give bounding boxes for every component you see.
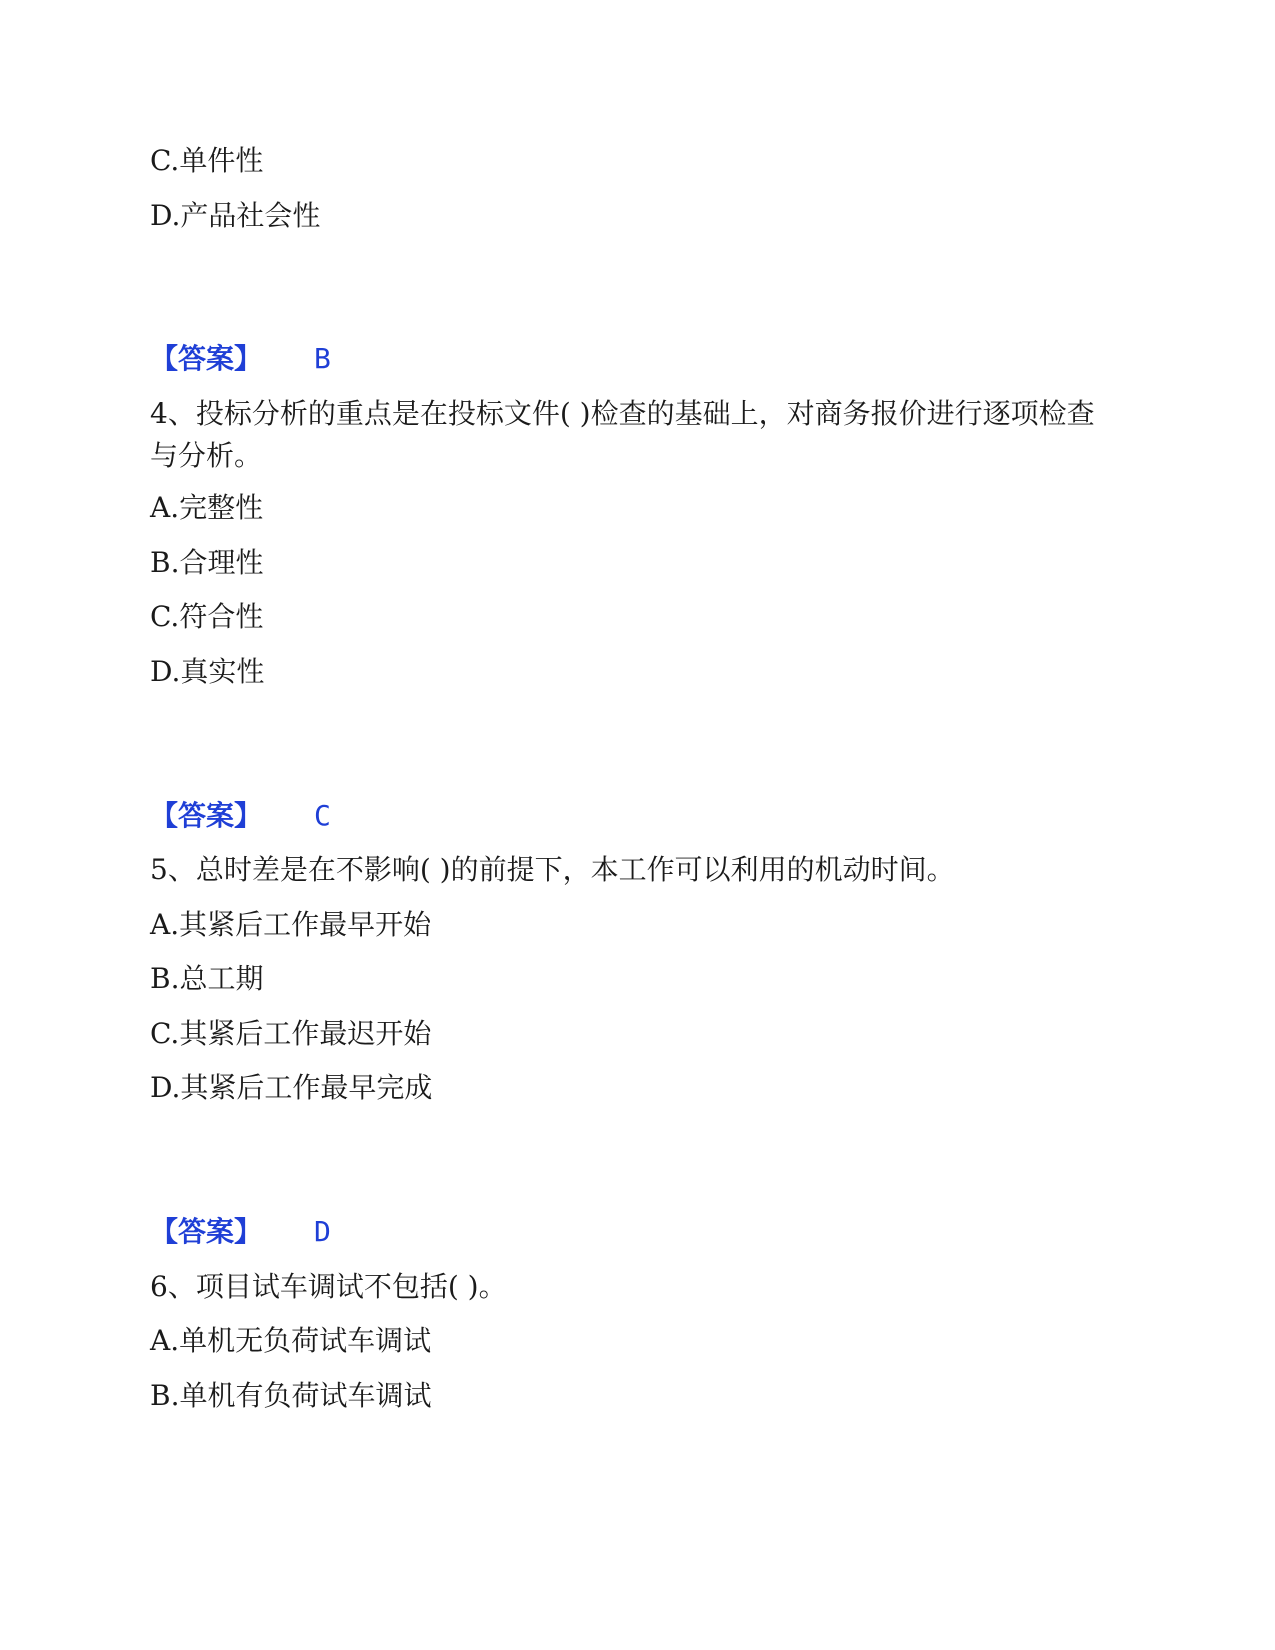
q6-option-a: A.单机无负荷试车调试 (150, 1324, 432, 1357)
q4-option-b: B.合理性 (150, 546, 264, 579)
q5-option-d: D.其紧后工作最早完成 (150, 1071, 433, 1104)
q3-answer (150, 338, 331, 380)
answer-value: C (314, 799, 331, 832)
q4-stem: 4、投标分析的重点是在投标文件( )检查的基础上，对商务报价进行逐项检查与分析。 (150, 397, 1095, 472)
q5-option-b: B.总工期 (150, 962, 264, 995)
q5-option-c: C.其紧后工作最迟开始 (150, 1017, 432, 1050)
q3-option-c: C.单件性 (150, 144, 264, 177)
answer-value: B (314, 342, 331, 375)
answer-label: 【答案】 (150, 1215, 263, 1248)
answer-label: 【答案】 (150, 342, 263, 375)
q3-option-d: D.产品社会性 (150, 199, 321, 232)
q6-option-b: B.单机有负荷试车调试 (150, 1379, 432, 1412)
q4-answer (150, 795, 331, 837)
answer-value: D (314, 1215, 331, 1248)
q4-option-c: C.符合性 (150, 600, 264, 633)
q4-option-a: A.完整性 (150, 491, 264, 524)
q5-option-a: A.其紧后工作最早开始 (150, 908, 432, 941)
q4-option-d: D.真实性 (150, 655, 265, 688)
q6-stem: 6、项目试车调试不包括( )。 (150, 1270, 507, 1303)
q5-stem: 5、总时差是在不影响( )的前提下，本工作可以利用的机动时间。 (150, 853, 955, 886)
q5-answer (150, 1211, 331, 1253)
answer-label: 【答案】 (150, 799, 263, 832)
